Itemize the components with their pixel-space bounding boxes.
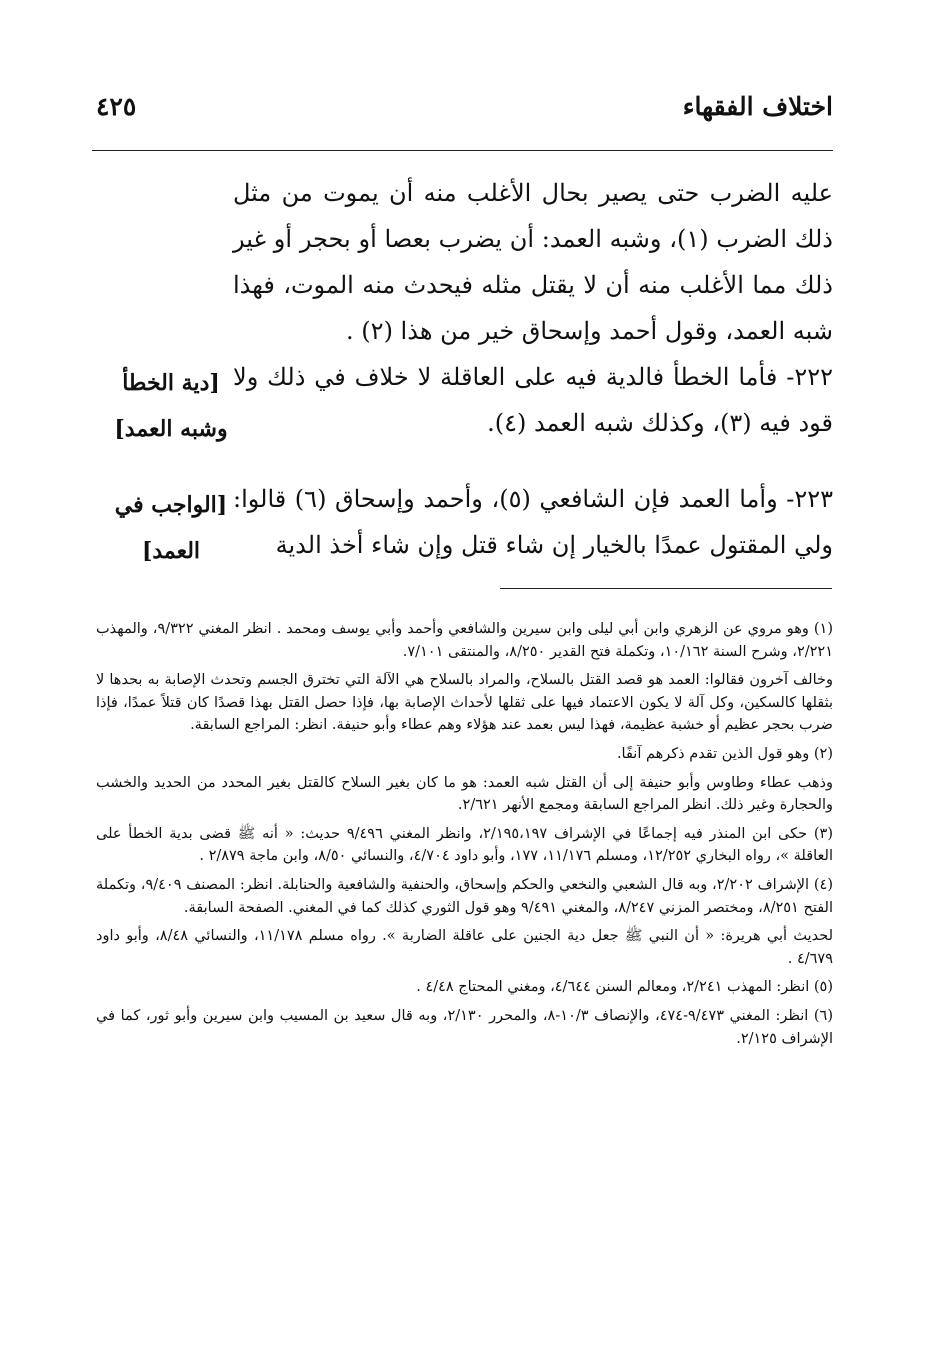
margin-note-wajib-line1: [الواجب في [114,492,228,518]
footnote-3: (٣) حكى ابن المنذر فيه إجماعًا في الإشراف ٢/١٩٥،١٩٧، وانظر المغني ٩/٤٩٦ حديث: « أنه ﷺ قضى بدية الخطأ على العاقلة »، رواه البخاري ١٢/٢٥٢، ومسلم ١١/١٧٦، ١٧٧، وأبو داود ٤/٧٠٤، والنسائي ٨/٥٠، وابن ماجة ٢/٨٧٩ . [96,825,833,865]
margin-note-diya [98,360,244,452]
footnote-4-continued: لحديث أبي هريرة: « أن النبي ﷺ جعل دية الجنين على عاقلة الضاربة ». رواه مسلم ١١/١٧٨، والنسائي ٨/٤٨، وأبو داود ٤/٦٧٩ . [96,928,834,967]
footnote-4: (٤) الإشراف ٢/٢٠٢، وبه قال الشعبي والنخعي والحكم وإسحاق، والحنفية والشافعية والحنابلة. انظر: المصنف ٩/٤٠٩، وتكملة الفتح ٨/٢٥١، ومختصر المزني ٨/٢٤٧، والمغني ٩/٤٩١ وهو قول الثوري كذلك كما في المغني. الصفحة السابقة. [96,876,833,916]
footnote-2: (٢) وهو قول الذين تقدم ذكرهم آنفًا. [616,745,833,762]
footnote-6: (٦) انظر: المغني ٩/٤٧٣-٤٧٤، والإنصاف ١٠/٣-٨، والمحرر ٢/١٣٠، وبه قال سعيد بن المسيب وابن سيرين وأبو ثور، كما في الإشراف ٢/١٢٥. [96,1007,833,1047]
footnote-1: (١) وهو مروي عن الزهري وابن أبي ليلى وابن سيرين والشافعي وأحمد وأبي يوسف ومحمد . انظر المغني ٩/٣٢٢، والمهذب ٢/٢٢١، وشرح السنة ١٠/١٦٢، وتكملة فتح القدير ٨/٢٥٠، والمنتقى ٧/١٠١. [96,621,833,660]
footnotes [96,618,833,1056]
footnote-rule [500,588,832,589]
margin-note-wajib-line2: العمد] [141,538,201,564]
main-paragraph-3: ٢٢٣- وأما العمد فإن الشافعي (٥)، وأحمد وإسحاق (٦) قالوا: ولي المقتول عمدًا بالخيار إن شاء قتل وإن شاء أخذ الدية [233,485,833,559]
page-number: ٤٢٥ [96,92,137,121]
main-paragraph-2: ٢٢٢- فأما الخطأ فالدية فيه على العاقلة لا خلاف في ذلك ولا قود فيه (٣)، وكذلك شبه العمد (٤). [233,363,833,437]
margin-note-wajib [98,482,244,574]
running-header-title: اختلاف الفقهاء [682,92,833,121]
margin-note-diya-line1: [دية الخطأ [122,370,220,396]
header-rule [92,150,833,151]
footnote-5: (٥) انظر: المهذب ٢/٢٤١، ومعالم السنن ٤/٦٤٤، ومغني المحتاج ٤/٤٨ . [416,979,833,996]
footnote-2-continued: وذهب عطاء وطاوس وأبو حنيفة إلى أن القتل شبه العمد: هو ما كان بغير السلاح كالقتل بغير المحدد من الحديد والخشب والحجارة وغير ذلك. انظر المراجع السابقة ومجمع الأنهر ٢/٦٢١. [96,774,833,814]
main-paragraph-1: عليه الضرب حتى يصير بحال الأغلب منه أن يموت من مثل ذلك الضرب (١)، وشبه العمد: أن يضرب بعصا أو بحجر أو غير ذلك مما الأغلب منه أن لا يقتل مثله فيحدث منه الموت، فهذا شبه العمد، وقول أحمد وإسحاق خير من هذا (٢) . [233,179,833,345]
footnote-1-continued: وخالف آخرون فقالوا: العمد هو قصد القتل بالسلاح، والمراد بالسلاح هي الآلة التي تخترق الجسم وتحدث الإصابة به بحدها لا بثقلها كالسكين، وكل آلة لا يكون الاعتماد فيها على ثقلها لأحداث الإصابة بها، فإذا حصل القتل بهذا قصدًا كان قتلاً عمدًا، فإذا ضرب بحجر عظيم أو خشبة عظيمة، فهذا ليس بعمد عند هؤلاء وهم عطاء وأبو حنيفة. انظر: المراجع السابقة. [96,672,833,734]
margin-note-diya-line2: وشبه العمد] [114,416,228,442]
